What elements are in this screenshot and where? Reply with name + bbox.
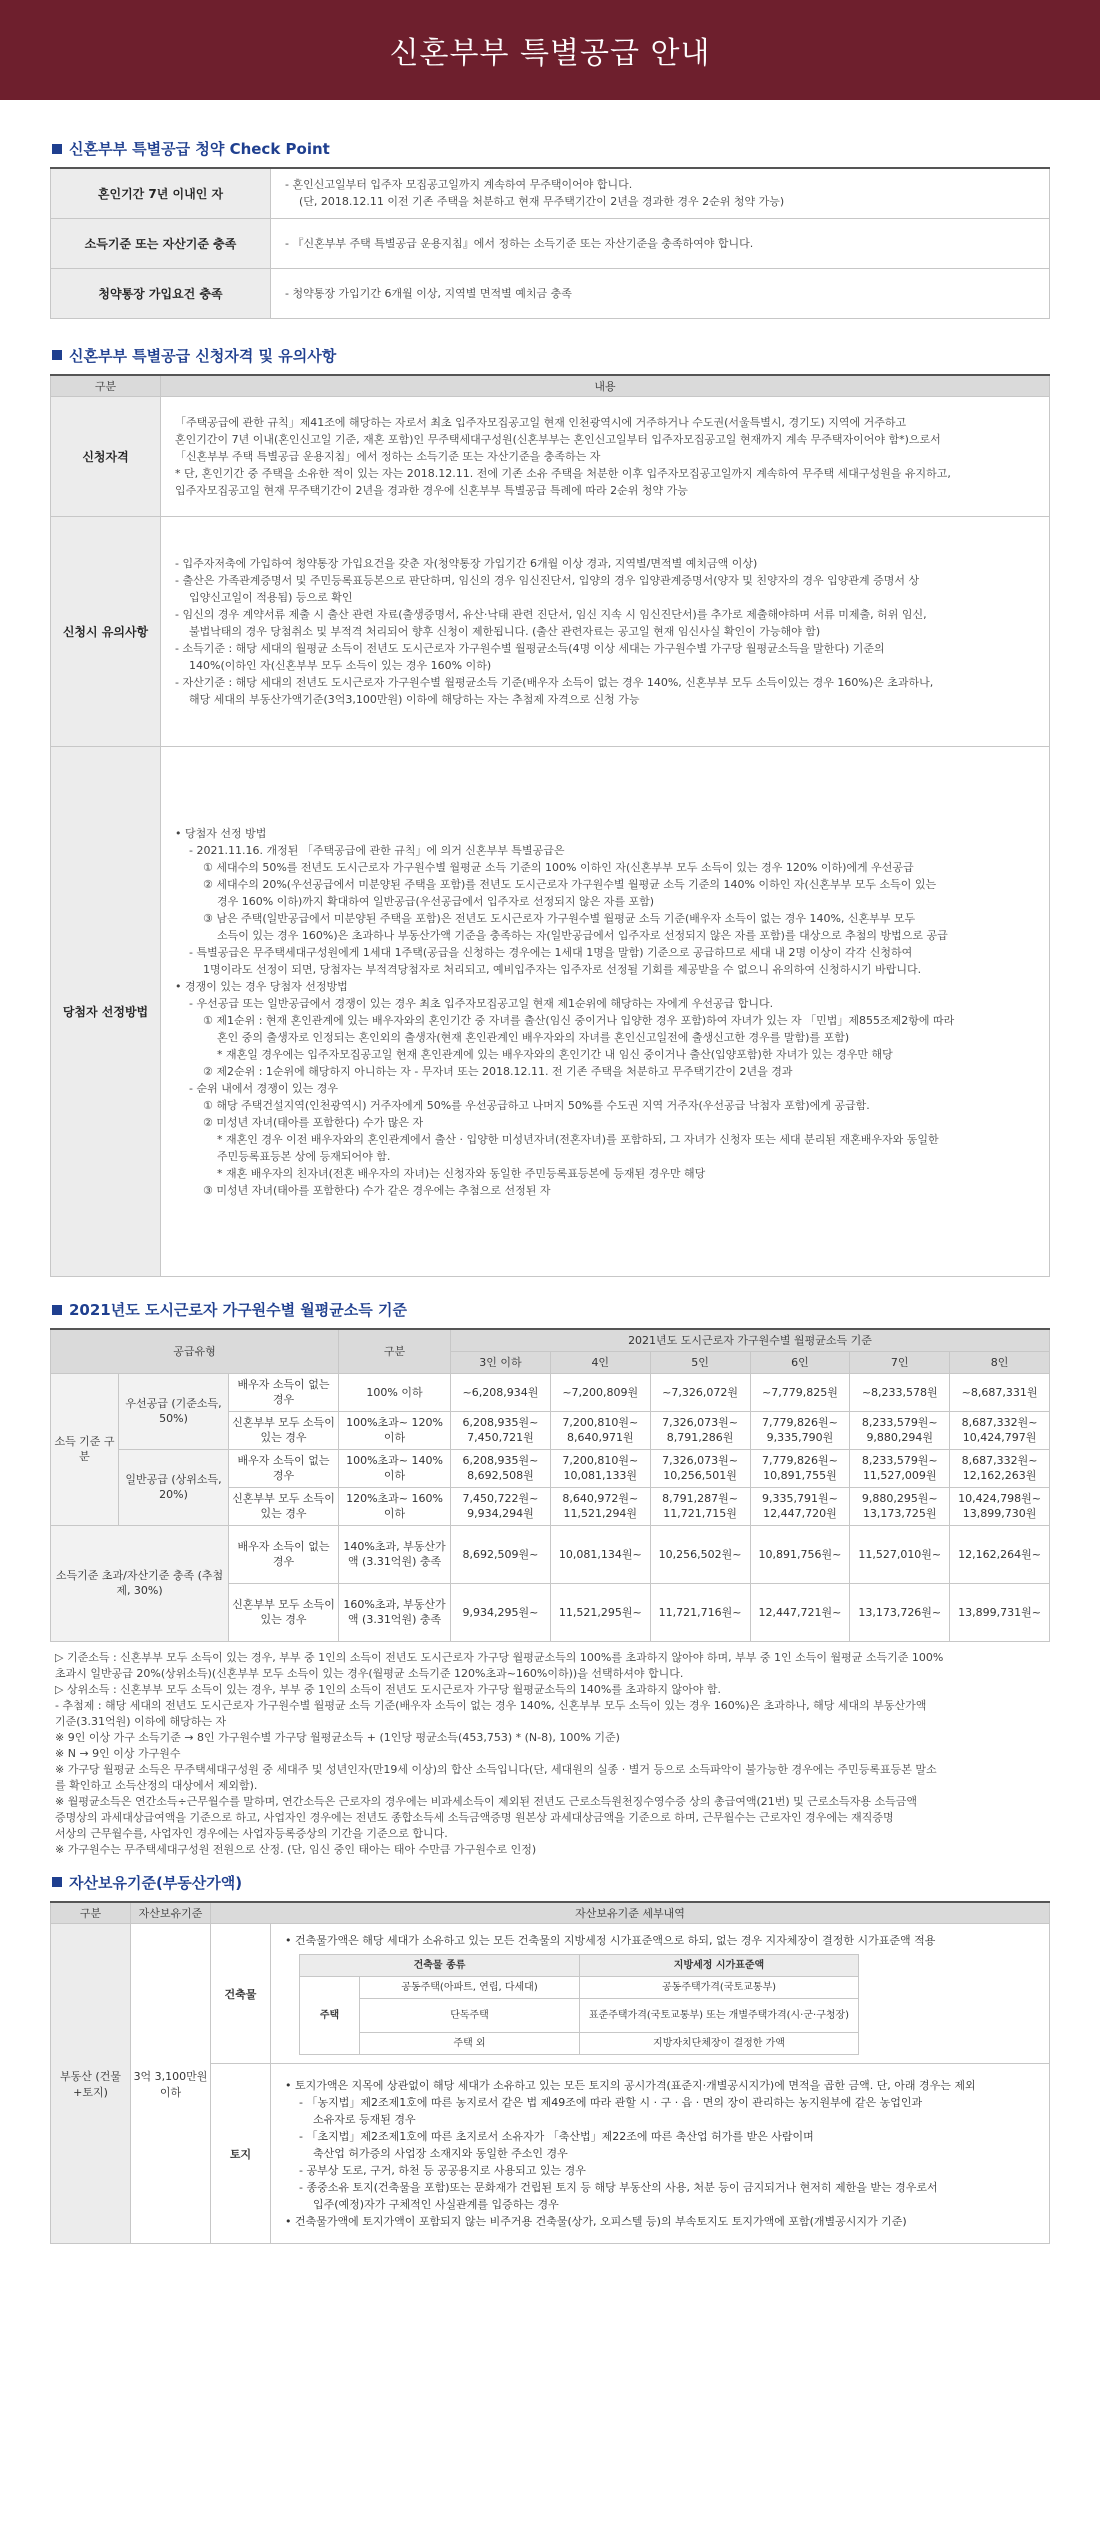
value-cell: 12,447,721원~ — [750, 1583, 850, 1641]
square-bullet-icon — [52, 1305, 62, 1315]
side-label: 소득 기준 구분 — [51, 1373, 119, 1525]
pct-cell: 100%초과~ 120%이하 — [339, 1411, 451, 1449]
value-cell: 8,640,972원~ 11,521,294원 — [550, 1487, 650, 1525]
income-table — [50, 1328, 1050, 1642]
table-row — [51, 397, 1050, 517]
title-banner — [0, 0, 1100, 100]
land-detail: • 토지가액은 지목에 상관없이 해당 세대가 소유하고 있는 모든 토지의 공시가격(표준지·개별공시지가)에 면적을 곱한 금액. 단, 아래 경우는 제외 - 「농지법」제2조제1호에 따른 농지로서 같은 법 제49조에 따라 관할 시 · 구 · 읍 · 면의 장이 관리하는 농지원부에 같은 농업인과 소유자로 등재된 경우 - 「초지법」제2조제1호에 따른 초지로서 소유자가 「축산법」제22조에 따른 축산업 허가를 받은 사람이며 축산업 허가증의 사업장 소재지와 동일한 주소인 경우 - 공부상 도로, 구거, 하천 등 공공용지로 사용되고 있는 경우 - 종중소유 토지(건축물을 포함)또는 문화재가 건립된 토지 등 해당 부동산의 사용, 처분 등이 금지되거나 현저히 제한을 받는 경우로서 입주(예정)자가 구체적인 사실관계를 입증하는 경우 • 건축물가액에 토지가액이 포함되지 않는 비주거용 건축물(상가, 오피스텔 등)의 부속토지도 토지가액에 포함(개별공시지가 기준) — [271, 2064, 1050, 2244]
head-detail: 자산보유기준 세부내역 — [211, 1902, 1050, 1924]
table-row — [51, 747, 1050, 1277]
member-col: 8인 — [950, 1351, 1050, 1373]
value-cell: 10,256,502원~ — [650, 1525, 750, 1583]
cond-cell: 신혼부부 모두 소득이 있는 경우 — [229, 1487, 339, 1525]
table-row — [51, 517, 1050, 747]
head-top: 2021년도 도시근로자 가구원수별 월평균소득 기준 — [451, 1329, 1050, 1351]
value-cell: 7,326,073원~ 8,791,286원 — [650, 1411, 750, 1449]
value-cell: 8,692,509원~ — [451, 1525, 551, 1583]
row-content: - 입주자저축에 가입하여 청약통장 가입요건을 갖춘 자(청약통장 가입기간 6개월 이상 경과, 지역별/면적별 예치금액 이상) - 출산은 가족관계증명서 및 주민등록표등본으로 판단하며, 임신의 경우 임신진단서, 입양의 경우 입양관계증명서(양자 및 친양자의 경우 입양관계 증명서 상 입양신고일이 적용됨) 등으로 확인 - 임신의 경우 계약서류 제출 시 출산 관련 자료(출생증명서, 유산·낙태 관련 진단서, 임신 지속 시 임신진단서)를 추가로 제출해야하며 서류 미제출, 허위 임신, 불법낙태의 경우 당첨취소 및 부적격 처리되어 향후 신청이 제한됩니다. (출산 관련자료는 공고일 현재 임신사실 확인이 가능해야 함) - 소득기준 : 해당 세대의 월평균 소득이 전년도 도시근로자 가구원수별 월평균소득(4명 이상 세대는 가구원수별 가구당 월평균소득을 말한다) 기준의 140%(이하인 자(신혼부부 모두 소득이 있는 경우 160% 이하) - 자산기준 : 해당 세대의 전년도 도시근로자 가구원수별 월평균소득 기준(배우자 소득이 없는 경우 140%, 신혼부부 모두 소득이있는 경우 160%)은 초과하나, 해당 세대의 부동산가액기준(3억3,100만원) 이하에 해당하는 자는 추첨제 자격으로 신청 가능 — [161, 517, 1050, 747]
table-row — [51, 1924, 1050, 2064]
head-kind: 구분 — [51, 1902, 131, 1924]
member-col: 6인 — [750, 1351, 850, 1373]
value-cell: 8,687,332원~ 12,162,263원 — [950, 1449, 1050, 1487]
table-row — [51, 1449, 1050, 1487]
building-detail: • 건축물가액은 해당 세대가 소유하고 있는 모든 건축물의 지방세정 시가표준액으로 하되, 없는 경우 지자체장이 결정한 시가표준액 적용 건축물 종류 지방세정 시가표준액 주택 공동주택(아파트, 연립, 다세대) 공동주택가격(국토교통부) 단독주택 표준주택가격(국토교통부) 또는 개별주택가격(시·군·구청장) 주택 외 지방자치단체장이 결정한 가액 — [271, 1924, 1050, 2064]
value-cell: 13,173,726원~ — [850, 1583, 950, 1641]
qualification-section — [0, 345, 1100, 1278]
value-cell: 7,779,826원~ 10,891,755원 — [750, 1449, 850, 1487]
value-cell: 6,208,935원~ 7,450,721원 — [451, 1411, 551, 1449]
square-bullet-icon — [52, 350, 62, 360]
checkpoint-section — [0, 138, 1100, 319]
income-notes: ▷ 기준소득 : 신혼부부 모두 소득이 있는 경우, 부부 중 1인의 소득이 전년도 도시근로자 가구당 월평균소득의 100%를 초과하지 않아야 하며, 부부 중 1인 소득이 월평균 소득기준 100% 초과시 일반공급 20%(상위소득)(신혼부부 모두 소득이 있는 경우(월평균 소득기준 120%초과~160%이하))을 선택하셔야 합니다. ▷ 상위소득 : 신혼부부 모두 소득이 있는 경우, 부부 중 1인의 소득이 전년도 도시근로자 가구당 월평균소득의 140%를 초과하지 않아야 함. - 추첨제 : 해당 세대의 전년도 도시근로자 가구원수별 월평균 소득 기준(배우자 소득이 없는 경우 140%, 신혼부부 모두 소득이 있는 경우 160%)은 초과하나, 해당 세대의 부동산가액 기준(3.31억원) 이하에 해당하는 자 ※ 9인 이상 가구 소득기준 → 8인 가구원수별 가구당 월평균소득 + (1인당 평균소득(453,753) * (N-8), 100% 기준) ※ N → 9인 이상 가구원수 ※ 가구당 월평균 소득은 무주택세대구성원 중 세대주 및 성년인자(만19세 이상)의 합산 소득입니다(단, 세대원의 실종 · 별거 등으로 소득파악이 불가능한 경우에는 주민등록표등본 말소 를 확인하고 소득산정의 대상에서 제외함). ※ 월평균소득은 연간소득÷근무월수를 말하며, 연간소득은 근로자의 경우에는 비과세소득이 제외된 전년도 근로소득원천징수영수증 상의 총급여액(21번) 및 근로소득자용 소득금액 증명상의 과세대상급여액을 기준으로 하고, 사업자인 경우에는 전년도 종합소득세 소득금액증명 원본상 과세대상금액을 기준으로 하며, 근무월수는 근로자인 경우에는 재직증명 서상의 근무월수를, 사업자인 경우에는 사업자등록증상의 기간을 기준으로 합니다. ※ 가구원수는 무주택세대구성원 전원으로 산정. (단, 임신 중인 태아는 태아 수만큼 가구원수로 인정) — [55, 1650, 944, 1856]
head-std: 자산보유기준 — [131, 1902, 211, 1924]
value-cell: 13,899,731원~ — [950, 1583, 1050, 1641]
value-cell: 11,521,295원~ — [550, 1583, 650, 1641]
table-row — [51, 1525, 1050, 1583]
head-kind: 구분 — [339, 1329, 451, 1373]
member-col: 4인 — [550, 1351, 650, 1373]
table-row — [300, 1999, 859, 2033]
cond-cell: 배우자 소득이 없는 경우 — [229, 1525, 339, 1583]
value-cell: 8,233,579원~ 9,880,294원 — [850, 1411, 950, 1449]
value-cell: 10,891,756원~ — [750, 1525, 850, 1583]
value-cell: 7,200,810원~ 10,081,133원 — [550, 1449, 650, 1487]
value-cell: ~8,687,331원 — [950, 1373, 1050, 1411]
income-heading: 2021년도 도시근로자 가구원수별 월평균소득 기준 — [50, 1299, 1050, 1320]
value-cell: 7,450,722원~ 9,934,294원 — [451, 1487, 551, 1525]
asset-section — [0, 1872, 1100, 2245]
row-label: 혼인기간 7년 이내인 자 — [51, 168, 271, 218]
checkpoint-table — [50, 167, 1050, 319]
checkpoint-heading: 신혼부부 특별공급 청약 Check Point — [50, 138, 1050, 159]
value-cell: 8,233,579원~ 11,527,009원 — [850, 1449, 950, 1487]
value-cell: 7,326,073원~ 10,256,501원 — [650, 1449, 750, 1487]
table-header-row — [51, 1902, 1050, 1924]
page-title: 신혼부부 특별공급 안내 — [389, 36, 711, 71]
pct-cell: 140%초과, 부동산가액 (3.31억원) 충족 — [339, 1525, 451, 1583]
income-section — [0, 1299, 1100, 1642]
row-value: - 혼인신고일부터 입주자 모집공고일까지 계속하여 무주택이어야 합니다. (단, 2018.12.11 이전 기존 주택을 처분하고 현재 무주택기간이 2년을 경과한 경우 2순위 청약 가능) — [271, 168, 1050, 218]
building-std-table — [299, 1954, 859, 2055]
col-content: 내용 — [161, 375, 1050, 397]
row-label: 신청시 유의사항 — [51, 517, 161, 747]
cond-cell: 배우자 소득이 없는 경우 — [229, 1449, 339, 1487]
row-label: 신청자격 — [51, 397, 161, 517]
member-col: 5인 — [650, 1351, 750, 1373]
value-cell: 7,779,826원~ 9,335,790원 — [750, 1411, 850, 1449]
value-cell: ~7,779,825원 — [750, 1373, 850, 1411]
pct-cell: 160%초과, 부동산가액 (3.31억원) 충족 — [339, 1583, 451, 1641]
row-content: • 당첨자 선정 방법 - 2021.11.16. 개정된 「주택공급에 관한 규칙」에 의거 신혼부부 특별공급은 ① 세대수의 50%를 전년도 도시근로자 가구원수별 월평균 소득 기준의 100% 이하인 자(신혼부부 모두 소득이 있는 경우 120% 이하)에게 우선공급 ② 세대수의 20%(우선공급에서 미분양된 주택을 포함)를 전년도 도시근로자 가구원수별 월평균 소득 기준의 140% 이하인 자(신혼부부 모두 소득이 있는 경우 160% 이하)까지 확대하여 일반공급(우선공급에서 입주자로 선정되지 않은 자를 포함) ③ 남은 주택(일반공급에서 미분양된 주택을 포함)은 전년도 도시근로자 가구원수별 월평균 소득 기준(배우자 소득이 없는 경우 140%, 신혼부부 모두 소득이 있는 경우 160%)은 초과하나 부동산가액 기준을 충족하는 자(일반공급에서 입주자로 선정되지 않은 자를 포함)를 대상으로 추첨의 방법으로 공급 - 특별공급은 무주택세대구성원에게 1세대 1주택(공급을 신청하는 경우에는 1세대 1명을 말함) 기준으로 공급하므로 세대 내 2명 이상이 각각 신청하여 1명이라도 선정이 되면, 당첨자는 부적격당첨자로 처리되고, 예비입주자는 입주자로 선정될 기회를 제공받을 수 없으니 유의하여 신청하시기 바랍니다. • 경쟁이 있는 경우 당첨자 선정방법 - 우선공급 또는 일반공급에서 경쟁이 있는 경우 최초 입주자모집공고일 현재 제1순위에 해당하는 자에게 우선공급 합니다. ① 제1순위 : 현재 혼인관계에 있는 배우자와의 혼인기간 중 자녀를 출산(임신 중이거나 입양한 경우 포함)하여 자녀가 있는 자 「민법」제855조제2항에 따라 혼인 중의 출생자로 인정되는 혼인외의 출생자(현재 혼인관계인 배우자와의 자녀를 혼인신고일전에 출생신고한 경우를 말함)를 포함) * 재혼일 경우에는 입주자모집공고일 현재 혼인관계에 있는 배우자와의 혼인기간 내 임신 중이거나 출산(입양포함)한 자녀가 있는 경우만 해당 ② 제2순위 : 1순위에 해당하지 아니하는 자 - 무자녀 또는 2018.12.11. 전 기존 주택을 처분하고 무주택기간이 2년을 경과 - 순위 내에서 경쟁이 있는 경우 ① 해당 주택건설지역(인천광역시) 거주자에게 50%를 우선공급하고 나머지 50%를 수도권 지역 거주자(우선공급 낙첨자 포함)에게 공급함. ② 미성년 자녀(태아를 포함한다) 수가 많은 자 * 재혼인 경우 이전 배우자와의 혼인관계에서 출산 · 입양한 미성년자녀(전혼자녀)를 포함하되, 그 자녀가 신청자 또는 세대 분리된 재혼배우자와 동일한 주민등록표등본 상에 등재되어야 함. * 재혼 배우자의 친자녀(전혼 배우자의 자녀)는 신청자와 동일한 주민등록표등본에 등재된 경우만 해당 ③ 미성년 자녀(태아를 포함한다) 수가 같은 경우에는 추첨으로 선정된 자 — [161, 747, 1050, 1277]
building-label: 건축물 — [211, 1924, 271, 2064]
asset-table — [50, 1901, 1050, 2245]
value-cell: 12,162,264원~ — [950, 1525, 1050, 1583]
table-header-row — [51, 375, 1050, 397]
value-cell: 9,335,791원~ 12,447,720원 — [750, 1487, 850, 1525]
row-content: 「주택공급에 관한 규칙」제41조에 해당하는 자로서 최초 입주자모집공고일 현재 인천광역시에 거주하거나 수도권(서울특별시, 경기도) 지역에 거주하고 혼인기간이 7년 이내(혼인신고일 기준, 재혼 포함)인 무주택세대구성원(신혼부부는 혼인신고일부터 입주자모집공고일 현재까지 계속 무주택자이어야 함*)으로서 「신혼부부 주택 특별공급 운용지침」에서 정하는 소득기준 또는 자산기준을 충족하는 자 * 단, 혼인기간 중 주택을 소유한 적이 있는 자는 2018.12.11. 전에 기존 소유 주택을 처분한 이후 입주자모집공고일까지 계속하여 무주택 세대구성원을 유지하고, 입주자모집공고일 현재 무주택기간이 2년을 경과한 경우에 신혼부부 특별공급 특례에 따라 2순위 청약 가능 — [161, 397, 1050, 517]
housing-label: 주택 — [300, 1977, 360, 2055]
asset-std: 3억 3,100만원 이하 — [131, 1924, 211, 2244]
group-label: 우선공급 (기준소득, 50%) — [119, 1373, 229, 1449]
row-value: - 『신혼부부 주택 특별공급 운용지침』에서 정하는 소득기준 또는 자산기준을 충족하여야 합니다. — [271, 218, 1050, 268]
table-row — [300, 1977, 859, 1999]
qualification-heading: 신혼부부 특별공급 신청자격 및 유의사항 — [50, 345, 1050, 366]
member-col: 7인 — [850, 1351, 950, 1373]
group-label: 일반공급 (상위소득, 20%) — [119, 1449, 229, 1525]
table-row — [51, 218, 1050, 268]
value-cell: 10,081,134원~ — [550, 1525, 650, 1583]
value-cell: 11,527,010원~ — [850, 1525, 950, 1583]
head-supply-type: 공급유형 — [51, 1329, 339, 1373]
value-cell: 9,934,295원~ — [451, 1583, 551, 1641]
building-std: 공동주택가격(국토교통부) — [580, 1977, 859, 1999]
value-cell: 9,880,295원~ 13,173,725원 — [850, 1487, 950, 1525]
value-cell: 11,721,716원~ — [650, 1583, 750, 1641]
table-row — [51, 1373, 1050, 1411]
asset-kind: 부동산 (건물+토지) — [51, 1924, 131, 2244]
value-cell: 8,791,287원~ 11,721,715원 — [650, 1487, 750, 1525]
group-label: 소득기준 초과/자산기준 충족 (추첨제, 30%) — [51, 1525, 229, 1641]
value-cell: ~6,208,934원 — [451, 1373, 551, 1411]
square-bullet-icon — [52, 144, 62, 154]
building-type: 주택 외 — [360, 2033, 580, 2055]
value-cell: 7,200,810원~ 8,640,971원 — [550, 1411, 650, 1449]
asset-heading: 자산보유기준(부동산가액) — [50, 1872, 1050, 1893]
building-std: 지방자치단체장이 결정한 가액 — [580, 2033, 859, 2055]
pct-cell: 120%초과~ 160%이하 — [339, 1487, 451, 1525]
head-building-std: 지방세정 시가표준액 — [580, 1955, 859, 1977]
cond-cell: 신혼부부 모두 소득이 있는 경우 — [229, 1583, 339, 1641]
pct-cell: 100% 이하 — [339, 1373, 451, 1411]
pct-cell: 100%초과~ 140%이하 — [339, 1449, 451, 1487]
cond-cell: 배우자 소득이 없는 경우 — [229, 1373, 339, 1411]
table-header-row — [300, 1955, 859, 1977]
value-cell: 8,687,332원~ 10,424,797원 — [950, 1411, 1050, 1449]
value-cell: ~7,326,072원 — [650, 1373, 750, 1411]
cond-cell: 신혼부부 모두 소득이 있는 경우 — [229, 1411, 339, 1449]
table-row — [51, 168, 1050, 218]
row-value: - 청약통장 가입기간 6개월 이상, 지역별 면적별 예치금 충족 — [271, 268, 1050, 318]
value-cell: 10,424,798원~ 13,899,730원 — [950, 1487, 1050, 1525]
head-building-type: 건축물 종류 — [300, 1955, 580, 1977]
table-header-row — [51, 1329, 1050, 1351]
square-bullet-icon — [52, 1877, 62, 1887]
building-type: 단독주택 — [360, 1999, 580, 2033]
row-label: 소득기준 또는 자산기준 충족 — [51, 218, 271, 268]
land-label: 토지 — [211, 2064, 271, 2244]
value-cell: ~8,233,578원 — [850, 1373, 950, 1411]
table-row — [51, 268, 1050, 318]
value-cell: 6,208,935원~ 8,692,508원 — [451, 1449, 551, 1487]
row-label: 당첨자 선정방법 — [51, 747, 161, 1277]
building-type: 공동주택(아파트, 연립, 다세대) — [360, 1977, 580, 1999]
qualification-table — [50, 374, 1050, 1278]
table-row — [300, 2033, 859, 2055]
value-cell: ~7,200,809원 — [550, 1373, 650, 1411]
member-col: 3인 이하 — [451, 1351, 551, 1373]
row-label: 청약통장 가입요건 충족 — [51, 268, 271, 318]
col-kind: 구분 — [51, 375, 161, 397]
building-std: 표준주택가격(국토교통부) 또는 개별주택가격(시·군·구청장) — [580, 1999, 859, 2033]
